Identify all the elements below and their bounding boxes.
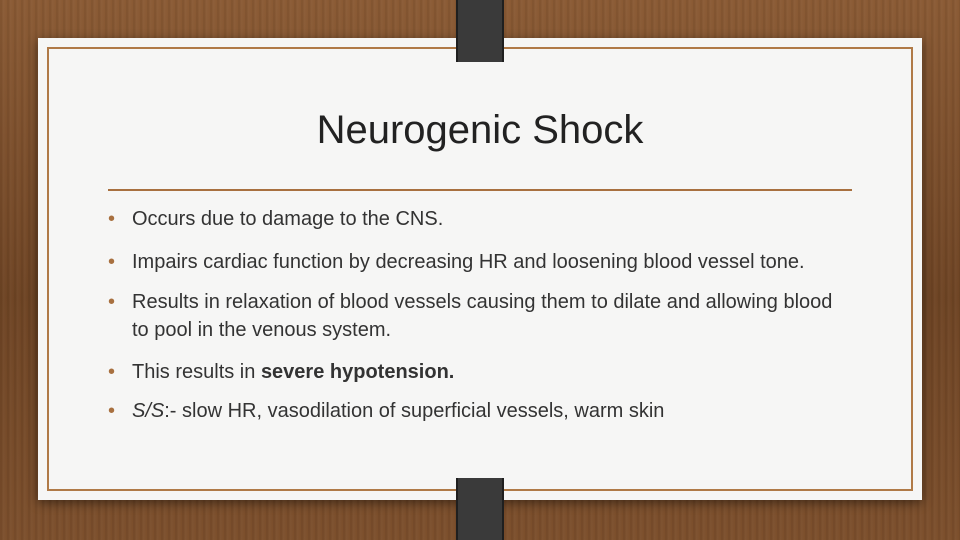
bullet-list (108, 205, 848, 425)
bullet-text: This results in (132, 361, 261, 383)
bullet-abbreviation: S/S (132, 400, 165, 422)
binder-clip-bottom (456, 478, 504, 540)
bullet-item (108, 288, 848, 344)
title-divider (108, 189, 852, 191)
bullet-icon: • (108, 208, 116, 230)
bullet-text: Results in relaxation of blood vessels causing them to dilate and allowing blood to pool in the venous system. (132, 291, 833, 341)
bullet-item (108, 205, 848, 233)
bullet-icon: • (108, 251, 116, 273)
bullet-emphasis: severe hypotension. (260, 361, 455, 383)
bullet-text: :- slow HR, vasodilation of superficial vessels, warm skin (164, 400, 665, 422)
bullet-item (108, 397, 848, 425)
slide-title: Neurogenic Shock (316, 108, 644, 152)
bullet-text: Impairs cardiac function by decreasing HR and loosening blood vessel tone. (132, 251, 805, 273)
bullet-item (108, 358, 848, 386)
bullet-icon: • (108, 361, 116, 383)
bullet-icon: • (108, 400, 116, 422)
bullet-icon: • (108, 291, 116, 313)
bullet-item (108, 248, 848, 276)
bullet-text: Occurs due to damage to the CNS. (132, 208, 444, 230)
binder-clip-top (456, 0, 504, 62)
